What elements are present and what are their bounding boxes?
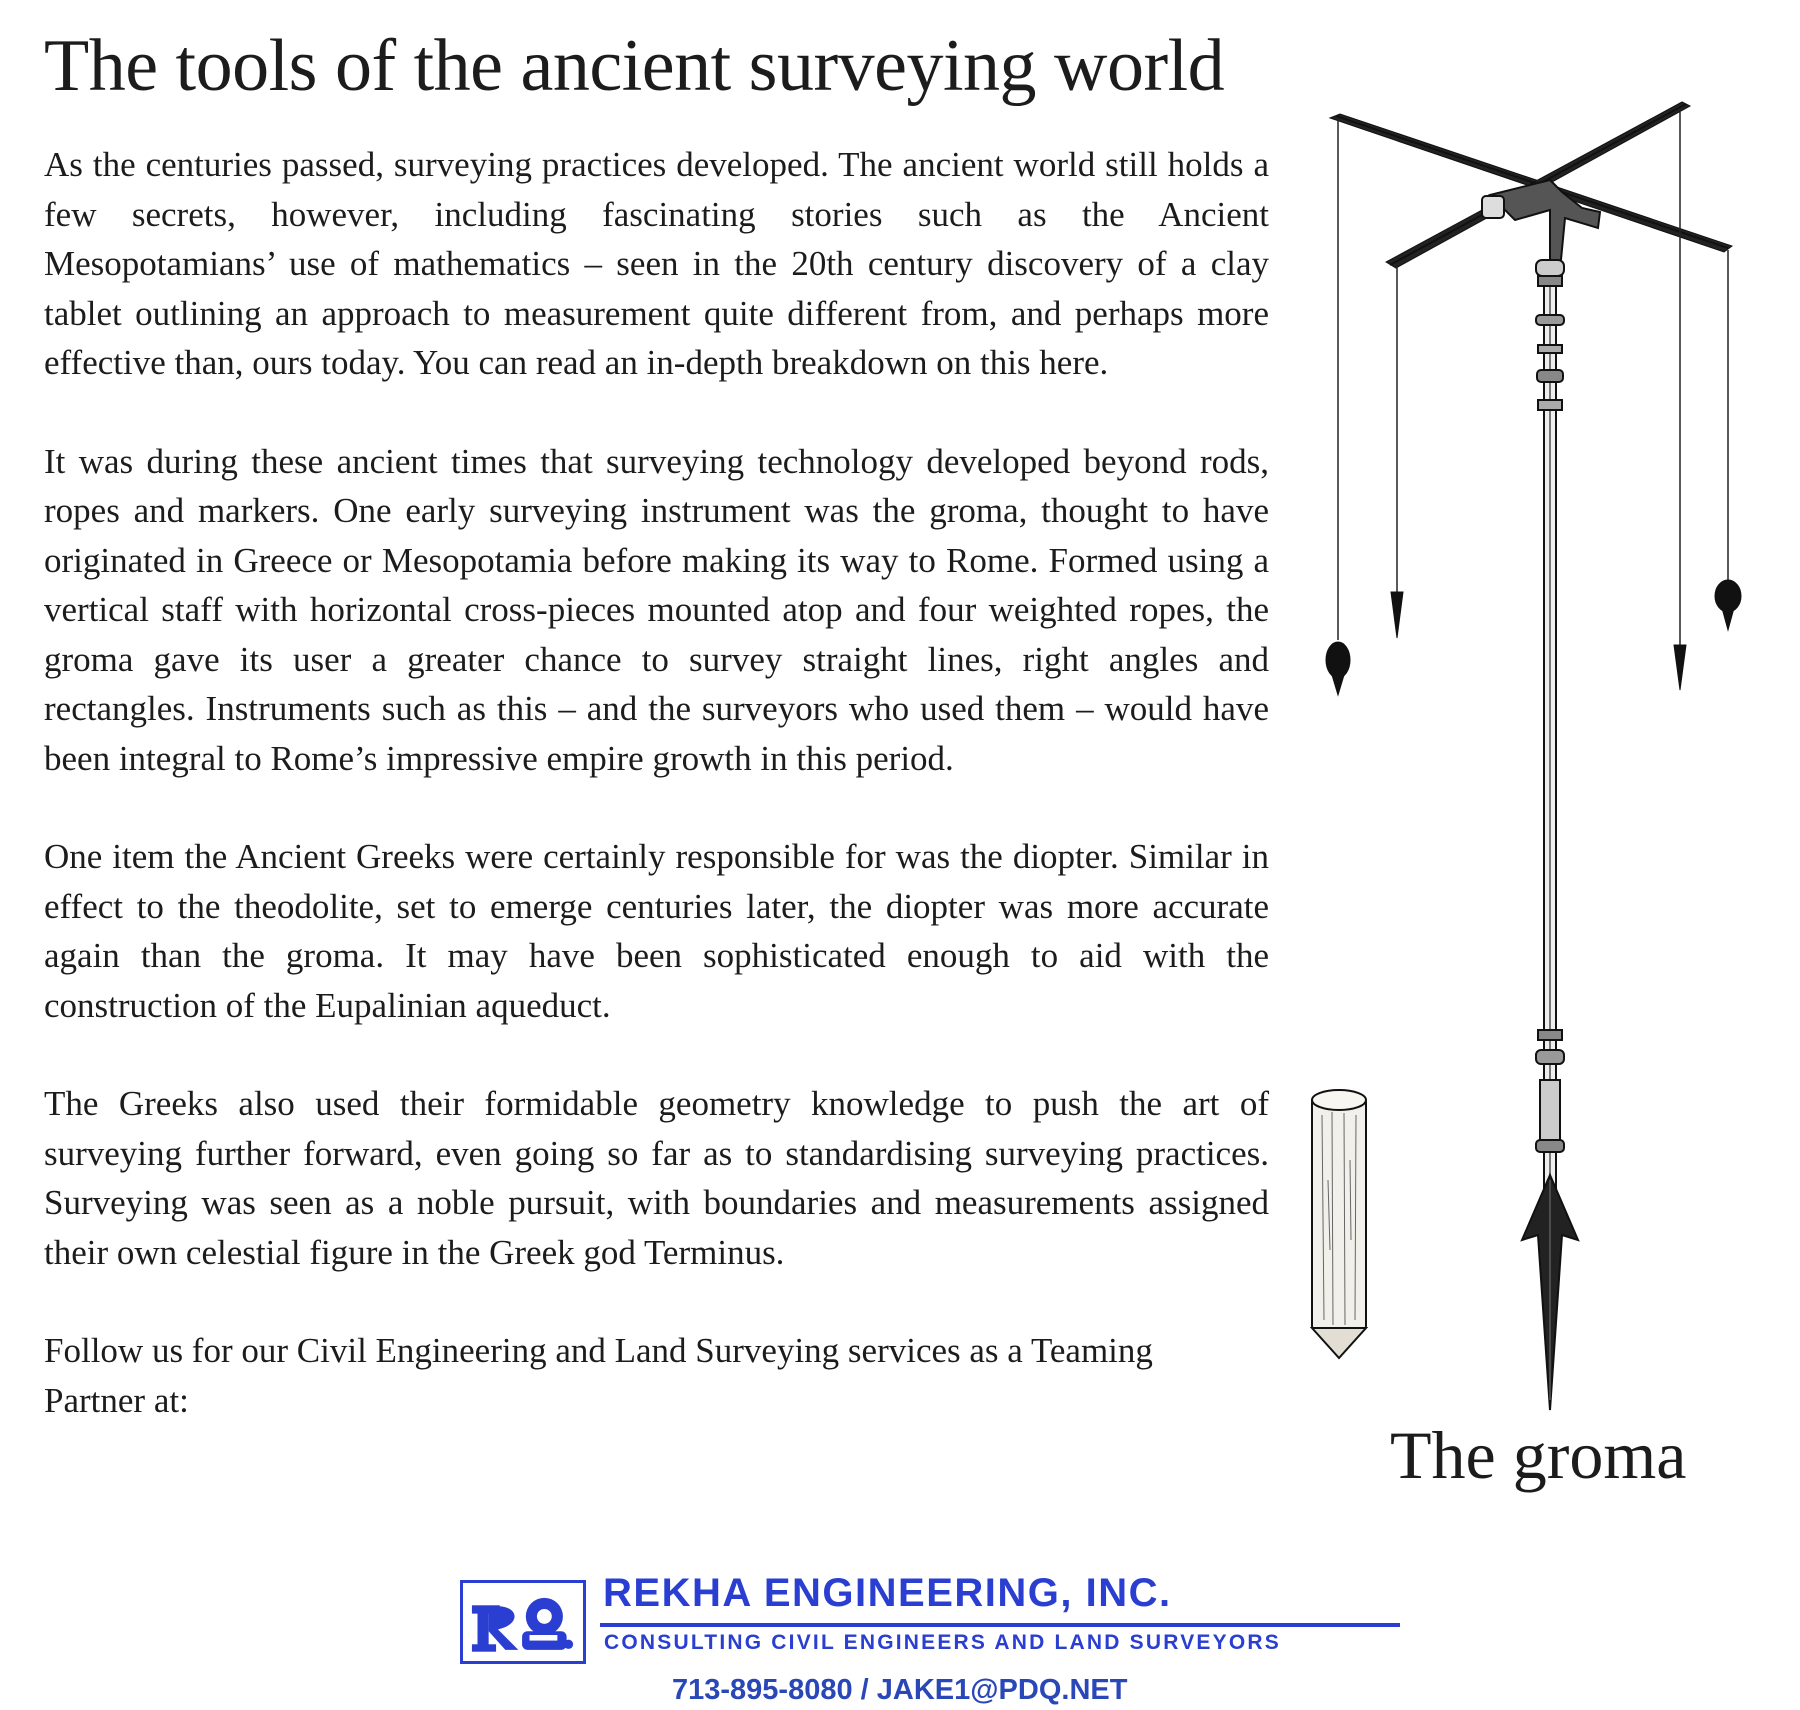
email-link[interactable]: JAKE1@PDQ.NET (876, 1674, 1128, 1706)
groma-bracket (1482, 180, 1600, 270)
paragraph-mesopotamia: As the centuries passed, surveying practices developed. The ancient world still holds a few secrets, however, including fascinating stories such as the Ancient Mesopotamians’ use of mathematics – seen in the 20th century discovery of a clay tablet outlining an approach to measurement quite different from, and perhaps more effective than, ours today. You can read an in-depth breakdown on this here. (44, 145, 1269, 382)
company-logo-icon (460, 1580, 586, 1664)
groma-illustration (1300, 100, 1760, 1430)
contact-info (672, 1672, 1127, 1708)
page-title: The tools of the ancient surveying world (44, 25, 1225, 107)
article-body (44, 140, 1269, 1425)
company-name: REKHA ENGINEERING, INC. (603, 1571, 1172, 1615)
paragraph-diopter: One item the Ancient Greeks were certainly responsible for was the diopter. Similar in effect to the theodolite, set to emerge centuries later, the diopter was more accurate again than the groma. It may have been sophisticated enough to aid with the construction of the Eupalinian aqueduct. (44, 837, 1269, 1025)
groma-staff (1536, 260, 1564, 1208)
contact-separator: / (852, 1674, 877, 1706)
follow-us-text: Follow us for our Civil Engineering and Land Surveying services as a Teaming Partner at: (44, 1331, 1153, 1420)
groma-spike (1522, 1175, 1578, 1410)
paragraph-groma: It was during these ancient times that surveying technology developed beyond rods, ropes and markers. One early surveying instrument was the groma, thought to have originated in Greece or Mesopotamia before making its way to Rome. Formed using a vertical staff with horizontal cross-pieces mounted atop and four weighted ropes, the groma gave its user a greater chance to survey straight lines, right angles and rectangles. Instruments such as this – and the surveyors who used them – would have been integral to Rome’s impressive empire growth in this period. (44, 441, 1269, 778)
wooden-stake (1312, 1090, 1366, 1358)
company-tagline: CONSULTING CIVIL ENGINEERS AND LAND SURVEYORS (604, 1631, 1281, 1654)
company-logo[interactable] (460, 1571, 1400, 1670)
logo-divider (600, 1623, 1400, 1627)
phone-link[interactable]: 713-895-8080 (672, 1674, 853, 1706)
paragraph-greek-geometry: The Greeks also used their formidable geometry knowledge to push the art of surveying further forward, even going so far as to standardising surveying practices. Surveying was seen as a noble pursuit, with boundaries and measurements assigned their own celestial figure in the Greek god Terminus. (44, 1084, 1269, 1272)
plumb-bob-weights (1326, 580, 1741, 695)
illustration-caption: The groma (1390, 1417, 1687, 1493)
